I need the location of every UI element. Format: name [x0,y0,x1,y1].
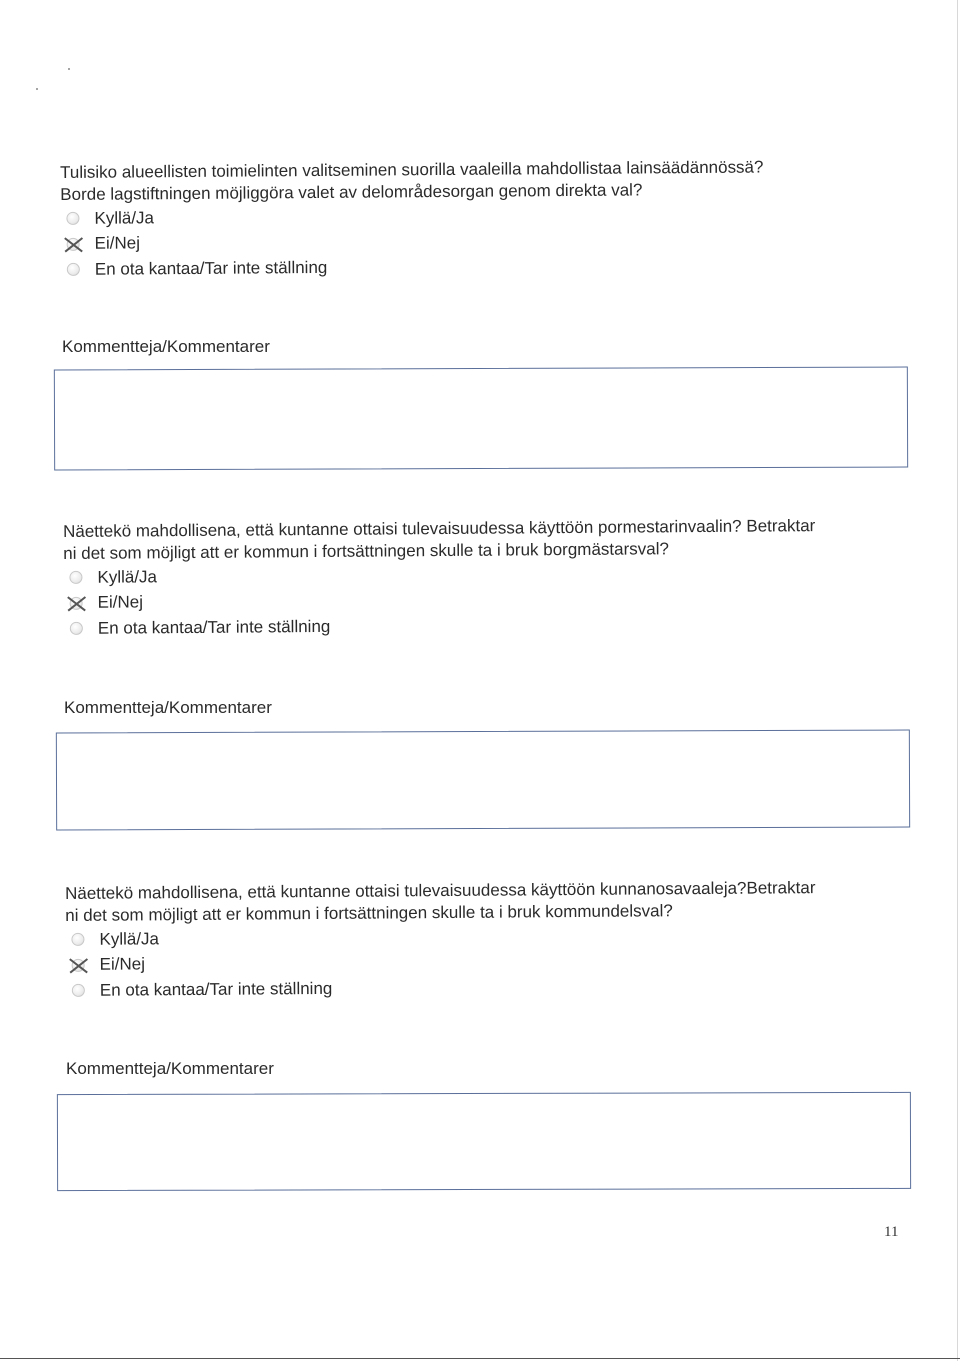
radio-marked-cross-icon[interactable] [67,238,80,251]
radio-circle-icon[interactable] [71,933,84,946]
scan-speck [68,68,70,70]
option-label: Kyllä/Ja [97,567,158,587]
option-label: Ei/Nej [94,233,141,253]
option-label: Kyllä/Ja [99,929,160,949]
option-label: Ei/Nej [99,954,146,974]
question-section-2 [63,514,924,641]
scan-speck [36,88,38,90]
page-edge-right [957,0,958,1361]
radio-circle-icon[interactable] [69,571,82,584]
radio-circle-icon[interactable] [70,622,83,635]
radio-circle-icon[interactable] [66,212,79,225]
option-label: Ei/Nej [97,592,144,612]
option-label: En ota kantaa/Tar inte ställning [94,257,328,279]
option-label: Kyllä/Ja [94,208,155,228]
radio-marked-cross-icon[interactable] [72,959,85,972]
page-edge-bottom [0,1358,960,1359]
option-label: En ota kantaa/Tar inte ställning [99,978,333,1000]
question-line-fi: Näettekö mahdollisena, että kuntanne ottaisi tulevaisuudessa käyttöön kunnanosavaaleja?Betraktar [65,878,816,903]
answer-options [65,920,926,1003]
radio-marked-cross-icon[interactable] [70,597,83,610]
question-section-3 [65,876,926,1003]
comment-label: Kommentteja/Kommentarer [64,698,272,717]
answer-options [60,199,921,282]
question-line-fi: Näettekö mahdollisena, että kuntanne ottaisi tulevaisuudessa käyttöön pormestarinvaalin? Betraktar [63,516,816,541]
comment-label: Kommentteja/Kommentarer [66,1059,274,1078]
comment-field[interactable] [56,730,910,831]
question-line-sv: Borde lagstiftningen möjliggöra valet av delområdesorgan genom direkta val? [60,180,643,204]
question-line-fi: Tulisiko alueellisten toimielinten valitseminen suorilla vaaleilla mahdollistaa lainsäädännössä? [60,157,764,182]
question-text [63,514,923,565]
option-label: En ota kantaa/Tar inte ställning [97,616,331,638]
question-section-1 [60,155,921,282]
page-number: 11 [884,1224,899,1240]
option-no-opinion[interactable] [64,609,924,641]
radio-circle-icon[interactable] [72,984,85,997]
option-no-opinion[interactable] [66,971,926,1003]
answer-options [63,558,924,641]
comment-field[interactable] [54,367,908,471]
option-no-opinion[interactable] [61,250,921,282]
question-text [65,876,925,927]
comment-field[interactable] [57,1092,911,1191]
question-line-sv: ni det som möjligt att er kommun i fortsättningen skulle ta i bruk borgmästarsval? [63,539,669,563]
question-line-sv: ni det som möjligt att er kommun i fortsättningen skulle ta i bruk kommundelsval? [65,901,673,925]
question-text [60,155,920,206]
radio-circle-icon[interactable] [67,263,80,276]
comment-label: Kommentteja/Kommentarer [62,337,270,356]
